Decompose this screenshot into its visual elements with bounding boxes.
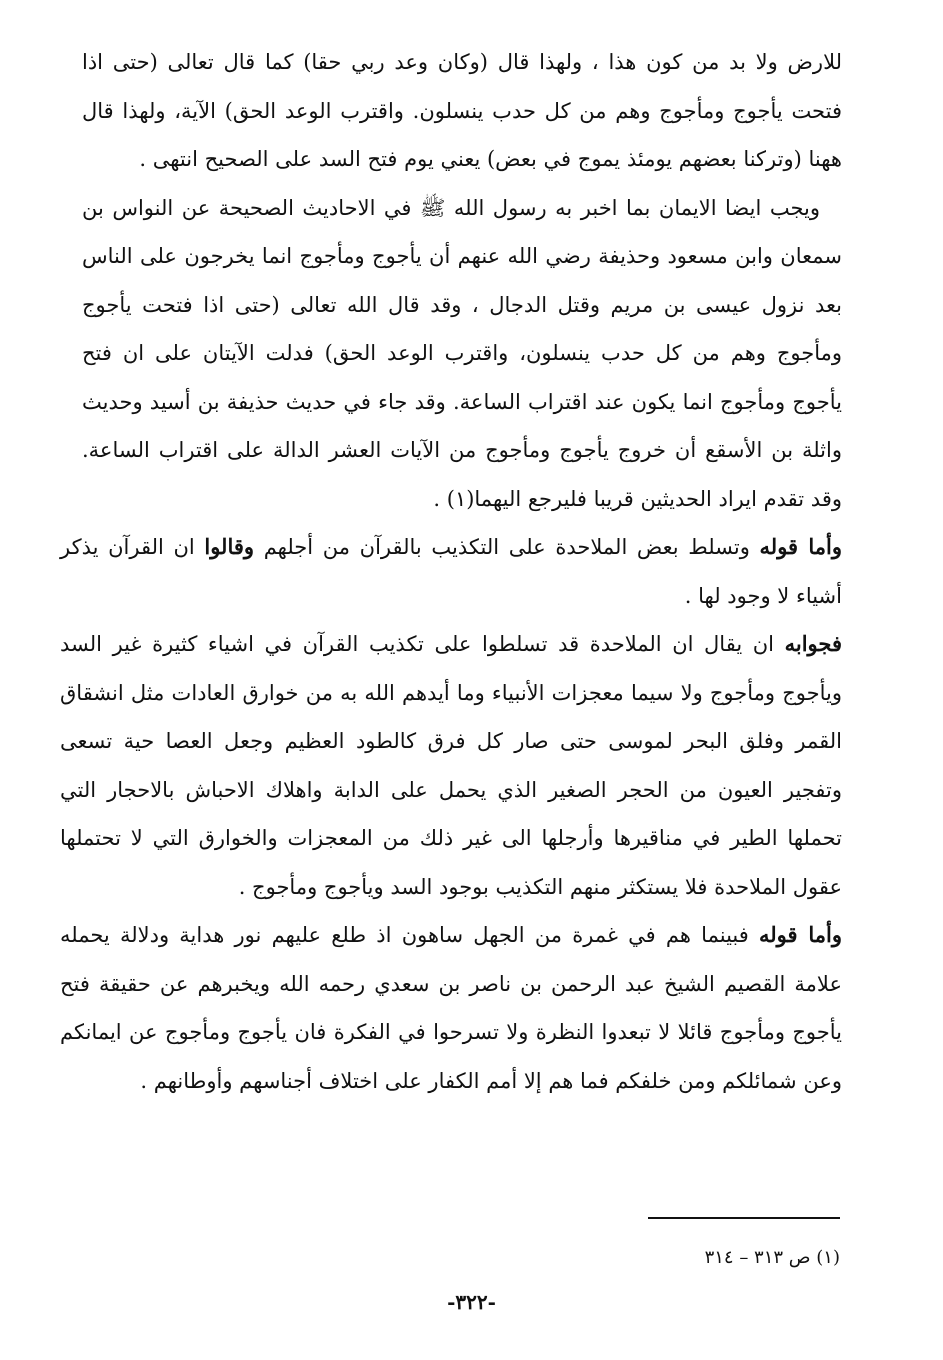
paragraph-4 <box>60 620 842 911</box>
footnote-divider <box>648 1217 840 1219</box>
paragraph-3-text-end: ان القرآن يذكر أشياء لا وجود لها . <box>60 535 842 608</box>
paragraph-1: للارض ولا بد من كون هذا ، ولهذا قال (وكان وعد ربي حقا) كما قال تعالى (حتى اذا فتحت يأجوج ومأجوج وهم من كل حدب ينسلون. واقترب الوعد الحق) الآية، ولهذا قال ههنا (وتركنا بعضهم يومئذ يموج في بعض) يعني يوم فتح السد على الصحيح انتهى . <box>82 50 842 171</box>
paragraph-3-bold-word: وقالوا <box>204 534 255 559</box>
paragraph-4-text: ان يقال ان الملاحدة قد تسلطوا على تكذيب القرآن في اشياء كثيرة غير السد ويأجوج ومأجوج ولا سيما معجزات الأنبياء وما أيدهم الله به من خوارق العادات مثل انشقاق القمر وفلق البحر لموسى حتى صار كل فرق كالطود العظيم وجعل العصا حية تسعى وتفجير العيون من الحجر الصغير الذي يحمل على الدابة واهلاك الاحباش بالاحجار التي تحملها الطير في مناقيرها وأرجلها الى غير ذلك من المعجزات والخوارق التي لا تحتملها عقول الملاحدة فلا يستكثر منهم التكذيب بوجود السد ويأجوج ومأجوج . <box>60 632 842 899</box>
paragraph-3-lead: وأما قوله <box>759 534 843 559</box>
paragraph-4-lead: فجوابه <box>784 631 842 656</box>
paragraph-5-lead: وأما قوله <box>758 922 842 947</box>
paragraph-5-text: فبينما هم في غمرة من الجهل ساهون اذ طلع عليهم نور هداية ودلالة يحمله علامة القصيم الشيخ عبد الرحمن بن ناصر بن سعدي رحمه الله ويخبرهم عن حقيقة فتح يأجوج ومأجوج قائلا لا تبعدوا النظرة ولا تسرحوا في الفكرة فان يأجوج ومأجوج عن ايمانكم وعن شمائلكم ومن خلفكم فما هم إلا أمم الكفار على اختلاف أجناسهم وأوطانهم . <box>60 923 842 1093</box>
main-text <box>60 38 843 1105</box>
footnote: (١) ص ٣١٣ – ٣١٤ <box>704 1247 840 1268</box>
page-number: -٣٢٢- <box>447 1290 496 1314</box>
paragraph-3 <box>60 523 842 620</box>
paragraph-3-text: وتسلط بعض الملاحدة على التكذيب بالقرآن من أجلهم <box>254 535 760 559</box>
paragraph-5 <box>60 911 842 1105</box>
paragraph-2: ويجب ايضا الايمان بما اخبر به رسول الله ﷺ في الاحاديث الصحيحة عن النواس بن سمعان وابن مسعود وحذيفة رضي الله عنهم أن يأجوج ومأجوج انما يخرجون على الناس بعد نزول عيسى بن مريم وقتل الدجال ، وقد قال الله تعالى (حتى اذا فتحت يأجوج ومأجوج وهم من كل حدب ينسلون، واقترب الوعد الحق) فدلت الآيتان على ان فتح يأجوج ومأجوج انما يكون عند اقتراب الساعة. وقد جاء في حديث حذيفة بن أسيد وحديث واثلة بن الأسقع أن خروج يأجوج ومأجوج من الآيات العشر الدالة على اقتراب الساعة. وقد تقدم ايراد الحديثين قريبا فليرجع اليهما(١) . <box>82 195 842 511</box>
